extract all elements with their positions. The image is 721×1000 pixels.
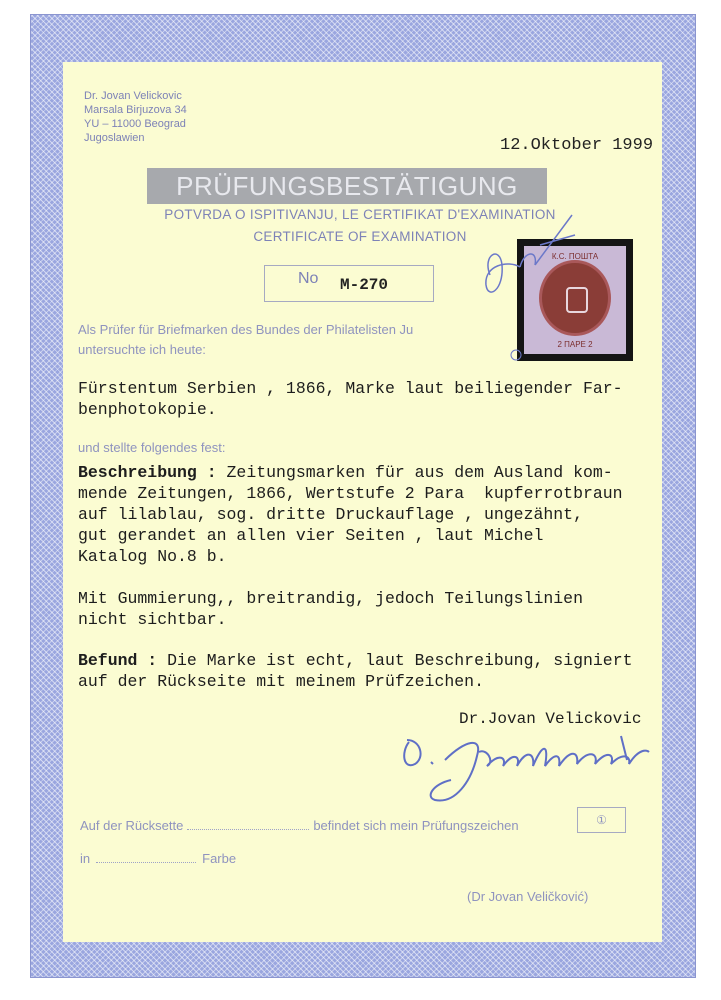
certificate-title: PRÜFUNGSBESTÄTIGUNG xyxy=(176,171,518,201)
item-line-2: benphotokopie. xyxy=(78,400,217,419)
intro-line-2: untersuchte ich heute: xyxy=(78,342,206,357)
subtitle-multilingual: POTVRDA O ISPITIVANJU, LE CERTIFIKAT D'EXAMINATION xyxy=(164,207,556,222)
number-label: No xyxy=(298,270,319,287)
certificate-number: M-270 xyxy=(340,276,389,294)
result-text-1: Die Marke ist echt, laut Beschreibung, signiert xyxy=(167,651,633,670)
color-dotted-line xyxy=(96,862,196,863)
in-label: in xyxy=(80,851,91,866)
back-tail: befindet sich mein Prüfungszeichen xyxy=(313,818,519,833)
handwritten-signature xyxy=(395,722,665,812)
stamp-bottom-text: 2 ПАРЕ 2 xyxy=(557,340,593,349)
intro-line-1: Als Prüfer für Briefmarken des Bundes der Philatelisten Ju xyxy=(78,322,414,337)
signature-printed-name: Dr.Jovan Velickovic xyxy=(459,710,642,728)
description-line-1 xyxy=(78,462,613,483)
findings-intro: und stellte folgendes fest: xyxy=(78,440,226,455)
result-line-2: auf der Rückseite mit meinem Prüfzeichen. xyxy=(78,672,484,691)
signed-name: (Dr Jovan Veličković) xyxy=(467,889,589,904)
issuer-name: Dr. Jovan Velickovic xyxy=(84,90,182,102)
signature-mark-icon xyxy=(480,205,590,365)
gum-line-2: nicht sichtbar. xyxy=(78,610,227,629)
description-text-1: Zeitungsmarken für aus dem Ausland kom- xyxy=(226,463,613,482)
description-line-3: auf lilablau, sog. dritte Druckauflage , ungezähnt, xyxy=(78,505,583,524)
inspection-mark-box: ① xyxy=(577,807,626,833)
back-label: Auf der Rücksette xyxy=(80,818,184,833)
description-line-4: gut gerandet an allen vier Seiten , laut Michel xyxy=(78,526,544,545)
description-line-5: Katalog No.8 b. xyxy=(78,547,227,566)
color-label: Farbe xyxy=(202,851,237,866)
footer-color-line xyxy=(80,851,236,866)
description-label: Beschreibung : xyxy=(78,463,217,482)
result-line-1 xyxy=(78,650,633,671)
gum-line-1: Mit Gummierung,, breitrandig, jedoch Teilungslinien xyxy=(78,589,583,608)
certificate-date: 12.Oktober 1999 xyxy=(500,136,654,155)
result-label: Befund : xyxy=(78,651,158,670)
issuer-city: YU – 11000 Beograd xyxy=(84,118,186,130)
description-line-2: mende Zeitungen, 1866, Wertstufe 2 Para kupferrotbraun xyxy=(78,484,623,503)
issuer-address xyxy=(84,89,187,145)
subtitle-english: CERTIFICATE OF EXAMINATION xyxy=(253,229,467,244)
issuer-street: Marsala Birjuzova 34 xyxy=(84,104,187,116)
back-dotted-line xyxy=(187,829,309,830)
stamp-top-text: К.С. ПОШТА xyxy=(551,252,599,261)
item-line-1: Fürstentum Serbien , 1866, Marke laut beiliegender Far- xyxy=(78,379,623,398)
footer-back-line xyxy=(80,818,519,833)
issuer-country: Jugoslawien xyxy=(84,132,145,144)
